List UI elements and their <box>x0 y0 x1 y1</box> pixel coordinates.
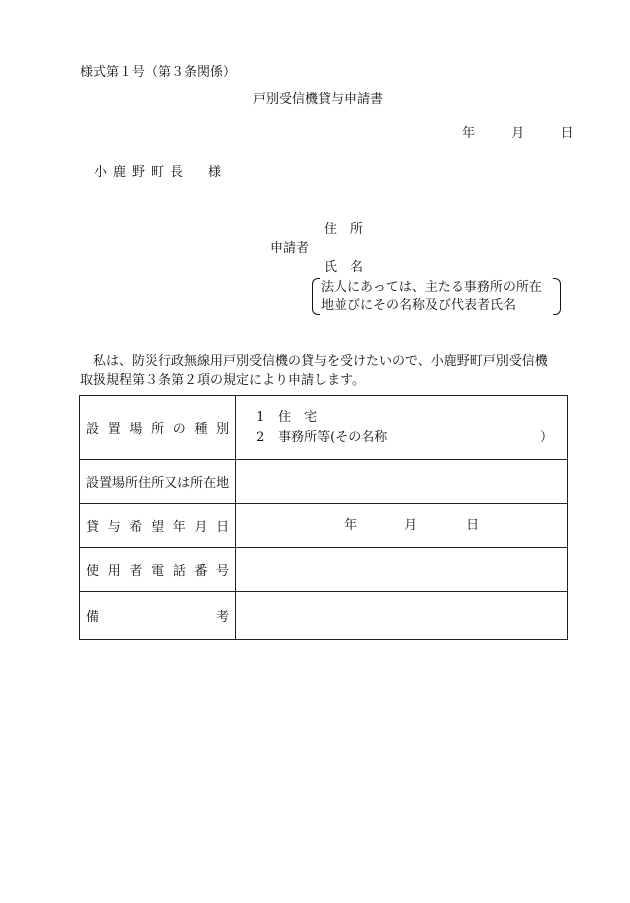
label-char: 場 <box>112 476 126 491</box>
label-char: 望 <box>151 520 165 535</box>
row-label-install-type <box>80 396 236 460</box>
label-char: 考 <box>216 610 230 625</box>
loan-date-field[interactable] <box>236 504 568 548</box>
table-row <box>80 504 568 548</box>
spread-label <box>86 418 229 437</box>
label-char: 使 <box>86 564 100 579</box>
remarks-field[interactable] <box>236 592 568 640</box>
application-date <box>462 126 574 142</box>
label-char: の <box>172 422 186 437</box>
application-statement <box>80 352 580 390</box>
label-char: 置 <box>107 422 121 437</box>
label-char: 種 <box>194 422 208 437</box>
table-row <box>80 460 568 504</box>
table-row <box>80 396 568 460</box>
spread-label <box>86 516 229 535</box>
label-char: 月 <box>194 520 208 535</box>
option-close-paren: ） <box>539 429 553 445</box>
row-label-phone <box>80 548 236 592</box>
option-number: 2 <box>256 429 265 445</box>
loan-date-month: 月 <box>404 518 418 533</box>
spread-label <box>86 560 229 579</box>
option-number: 1 <box>256 409 265 425</box>
label-char: 用 <box>107 564 121 579</box>
table-row <box>80 548 568 592</box>
label-char: は <box>177 476 191 491</box>
label-char: 所 <box>125 476 139 491</box>
document-title: 戸別受信機貸与申請書 <box>253 92 384 107</box>
label-char: 電 <box>151 564 165 579</box>
label-char: 号 <box>216 564 230 579</box>
corporate-note-line-1: 法人にあっては、主たる事務所の所在 <box>321 280 542 295</box>
option-text: 住 宅 <box>278 409 318 425</box>
applicant-label: 申請者 <box>270 241 310 256</box>
label-char: 者 <box>129 564 143 579</box>
label-char: 話 <box>172 564 186 579</box>
label-char: 又 <box>164 476 178 491</box>
install-type-cell[interactable] <box>236 396 568 460</box>
label-char: 貸 <box>86 520 100 535</box>
loan-date <box>236 504 567 547</box>
statement-line-2: 取扱規程第３条第２項の規定により申請します。 <box>80 373 365 388</box>
install-type-option-2[interactable] <box>236 428 567 448</box>
addressee: 小鹿野町長 様 <box>94 165 228 180</box>
label-char: 別 <box>216 422 230 437</box>
applicant-name-label: 氏 名 <box>324 260 364 275</box>
statement-line-1: 私は、防災行政無線用戸別受信機の貸与を受けたいので、小鹿野町戸別受信機 <box>93 354 548 369</box>
note-bracket-left <box>312 278 320 315</box>
label-char: 置 <box>99 476 113 491</box>
date-day: 日 <box>560 126 574 141</box>
label-char: 備 <box>86 610 100 625</box>
install-type-option-1[interactable] <box>236 408 567 428</box>
application-table <box>79 395 568 640</box>
label-char: 希 <box>129 520 143 535</box>
option-text: 事務所等(その名称 <box>278 429 388 445</box>
label-char: 番 <box>194 564 208 579</box>
label-char: 在 <box>203 476 217 491</box>
label-char: 年 <box>172 520 186 535</box>
label-char: 場 <box>129 422 143 437</box>
date-year: 年 <box>462 126 476 141</box>
row-label-loan-date <box>80 504 236 548</box>
install-address-field[interactable] <box>236 460 568 504</box>
label-char: 住 <box>138 476 152 491</box>
spread-label <box>86 472 229 491</box>
phone-field[interactable] <box>236 548 568 592</box>
form-number: 様式第１号（第３条関係） <box>80 65 237 80</box>
applicant-address-label: 住 所 <box>324 222 364 237</box>
row-label-install-address <box>80 460 236 504</box>
label-char: 所 <box>151 476 165 491</box>
corporate-note <box>321 279 542 315</box>
corporate-note-line-2: 地並びにその名称及び代表者氏名 <box>321 298 517 313</box>
label-char: 設 <box>86 422 100 437</box>
note-bracket-right <box>553 278 561 315</box>
loan-date-year: 年 <box>344 518 358 533</box>
spread-label <box>86 606 229 625</box>
table-row <box>80 592 568 640</box>
label-char: 所 <box>151 422 165 437</box>
label-char: 設 <box>86 476 100 491</box>
label-char: 地 <box>216 476 230 491</box>
label-char: 所 <box>190 476 204 491</box>
row-label-remarks <box>80 592 236 640</box>
label-char: 与 <box>107 520 121 535</box>
date-month: 月 <box>511 126 525 141</box>
label-char: 日 <box>216 520 230 535</box>
loan-date-day: 日 <box>466 518 480 533</box>
